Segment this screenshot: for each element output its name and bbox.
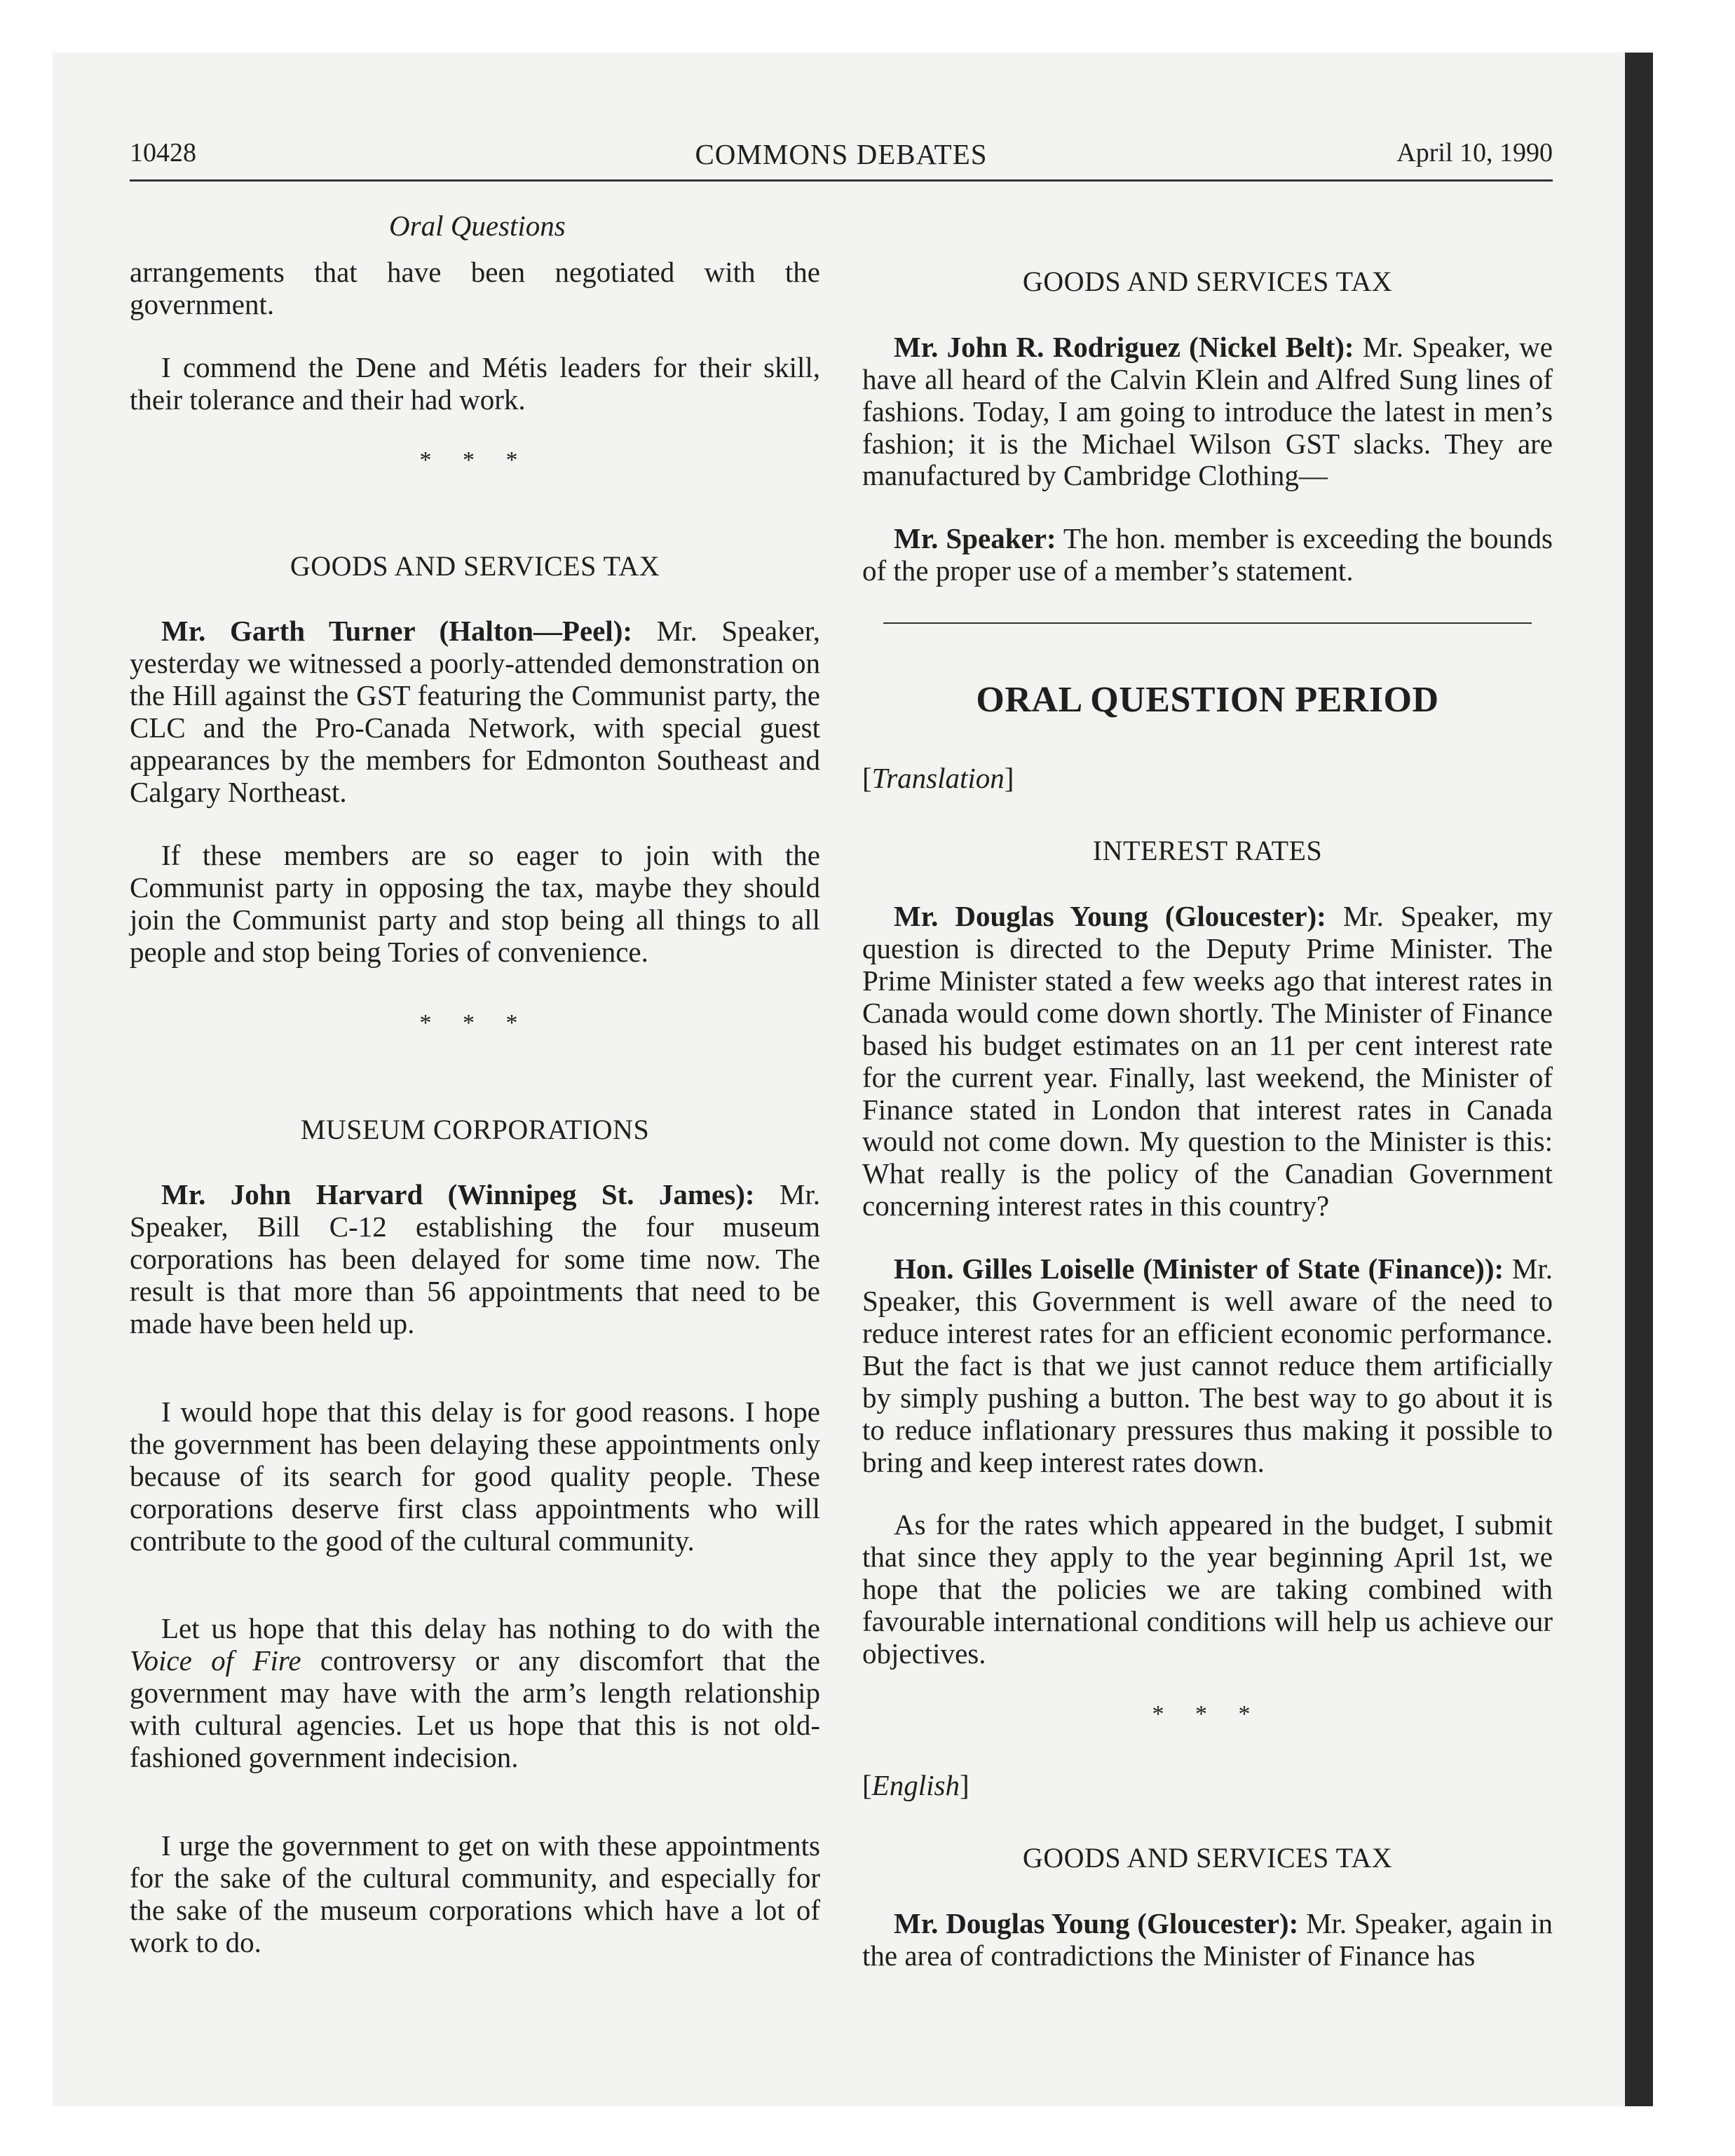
paragraph — [130, 1613, 820, 1774]
paragraph — [862, 1908, 1553, 1972]
speaker-name: Mr. Garth Turner (Halton—Peel): — [161, 615, 633, 648]
speech-text: Mr. Speaker, my question is directed to the Deputy Prime Minister. The Prime Minister stated a few weeks ago that interest rates in Canada would come down shortly. The Minister of Finance based his budget estimates on an 11 per cent interest rate for the current year. Finally, last weekend, the Minister of Finance stated in London that interest rates in Canada would not come down. My question to the Minister is this: What really is the policy of the Canadian Government concerning interest rates in this country? — [862, 900, 1553, 1222]
section-heading: INTEREST RATES — [1092, 835, 1323, 867]
section-separator: * * * — [419, 446, 531, 473]
language-label: English — [871, 1769, 960, 1802]
section-heading: GOODS AND SERVICES TAX — [1022, 1842, 1393, 1874]
speech-text: Mr. Speaker, we have all heard of the Calvin Klein and Alfred Sung lines of fashions. Today, I am going to introduce the latest in men’s fashion; it is the Michael Wilson GST slacks. They are manufactured by Cambridge Clothing— — [862, 330, 1553, 492]
scan-margin-right — [1653, 0, 1735, 2156]
right-column — [862, 266, 1553, 2003]
speaker-name: Mr. Douglas Young (Gloucester): — [894, 900, 1326, 933]
speech-text: Mr. Speaker, this Government is well aware of the need to reduce interest rates for an efficient economic performance. But the fact is that we just cannot reduce them artificially by simply pushing a button. The best way to go about it is to reduce inflationary pressures thus making it possible to bring and keep interest rates down. — [862, 1253, 1553, 1478]
page-date: April 10, 1990 — [1396, 138, 1553, 168]
paragraph: I commend the Dene and Métis leaders for their skill, their tolerance and their had work. — [130, 350, 820, 416]
speech-text: The hon. member is exceeding the bounds of the proper use of a member’s statement. — [862, 522, 1553, 587]
speaker-name: Mr. Douglas Young (Gloucester): — [894, 1906, 1299, 1939]
paragraph: As for the rates which appeared in the budget, I submit that since they apply to the year beginning April 1st, we hope that the policies we are taking combined with favourable international conditions will help us achieve our objectives. — [862, 1508, 1553, 1670]
paragraph — [130, 615, 820, 808]
page-number: 10428 — [130, 138, 196, 168]
language-label: Translation — [871, 762, 1005, 795]
speech-text: controversy or any discomfort that the government may have with the arm’s length relationship with cultural agencies. Let us hope that this is not old-fashioned government indecision. — [130, 1644, 820, 1774]
speaker-name: Mr. John R. Rodriguez (Nickel Belt): — [894, 330, 1354, 363]
section-heading: GOODS AND SERVICES TAX — [290, 550, 660, 582]
section-label: Oral Questions — [389, 210, 566, 242]
speaker-name: Mr. Speaker: — [894, 522, 1056, 555]
paragraph: arrangements that have been negotiated with the government. — [130, 255, 820, 320]
section-divider — [883, 622, 1532, 624]
left-column — [130, 210, 820, 1990]
major-heading: ORAL QUESTION PERIOD — [976, 680, 1439, 721]
header-rule — [130, 179, 1553, 182]
paragraph: If these members are so eager to join with the Communist party in opposing the tax, maybe they should join the Communist party and stop being all things to all people and stop being Tories of convenience. — [130, 838, 820, 968]
section-heading: GOODS AND SERVICES TAX — [1022, 266, 1393, 297]
artwork-title: Voice of Fire — [130, 1644, 301, 1677]
paragraph — [862, 523, 1553, 587]
language-marker: [English] — [862, 1769, 969, 1802]
paragraph — [130, 1179, 820, 1340]
paragraph: I would hope that this delay is for good reasons. I hope the government has been delaying these appointments only because of its search for good quality people. These corporations deserve first class appointments who will contribute to the good of the cultural community. — [130, 1395, 820, 1557]
publication-title: COMMONS DEBATES — [695, 138, 988, 170]
section-heading: MUSEUM CORPORATIONS — [300, 1113, 650, 1145]
scan-border-top — [0, 0, 1735, 53]
paragraph: I urge the government to get on with these appointments for the sake of the cultural community, and especially for the sake of the museum corporations which have a lot of work to do. — [130, 1829, 820, 1958]
speech-text: Mr. Speaker, Bill C-12 establishing the four museum corporations has been delayed for some time now. The result is that more than 56 appointments that need to be made have been held up. — [130, 1178, 820, 1339]
paragraph — [862, 901, 1553, 1222]
paragraph — [862, 332, 1553, 493]
speech-text: Let us hope that this delay has nothing to do with the — [161, 1612, 820, 1645]
scan-border-left — [0, 0, 53, 2156]
section-separator: * * * — [419, 1010, 531, 1037]
speech-text: Mr. Speaker, yesterday we witnessed a poorly-attended demonstration on the Hill against the GST featuring the Communist party, the CLC and the Pro-Canada Network, with special guest appearances by the members for Edmonton Southeast and Calgary Northeast. — [130, 615, 820, 808]
speaker-name: Hon. Gilles Loiselle (Minister of State (Finance)): — [894, 1253, 1504, 1285]
language-marker: [Translation] — [862, 762, 1014, 795]
speaker-name: Mr. John Harvard (Winnipeg St. James): — [161, 1178, 755, 1211]
speech-text: Mr. Speaker, again in the area of contradictions the Minister of Finance has — [862, 1906, 1553, 1972]
paragraph — [862, 1253, 1553, 1478]
scan-border-bottom — [0, 2106, 1735, 2156]
page-header — [130, 137, 1553, 179]
section-separator: * * * — [1152, 1701, 1263, 1728]
scan-edge-dark — [1625, 53, 1653, 2106]
